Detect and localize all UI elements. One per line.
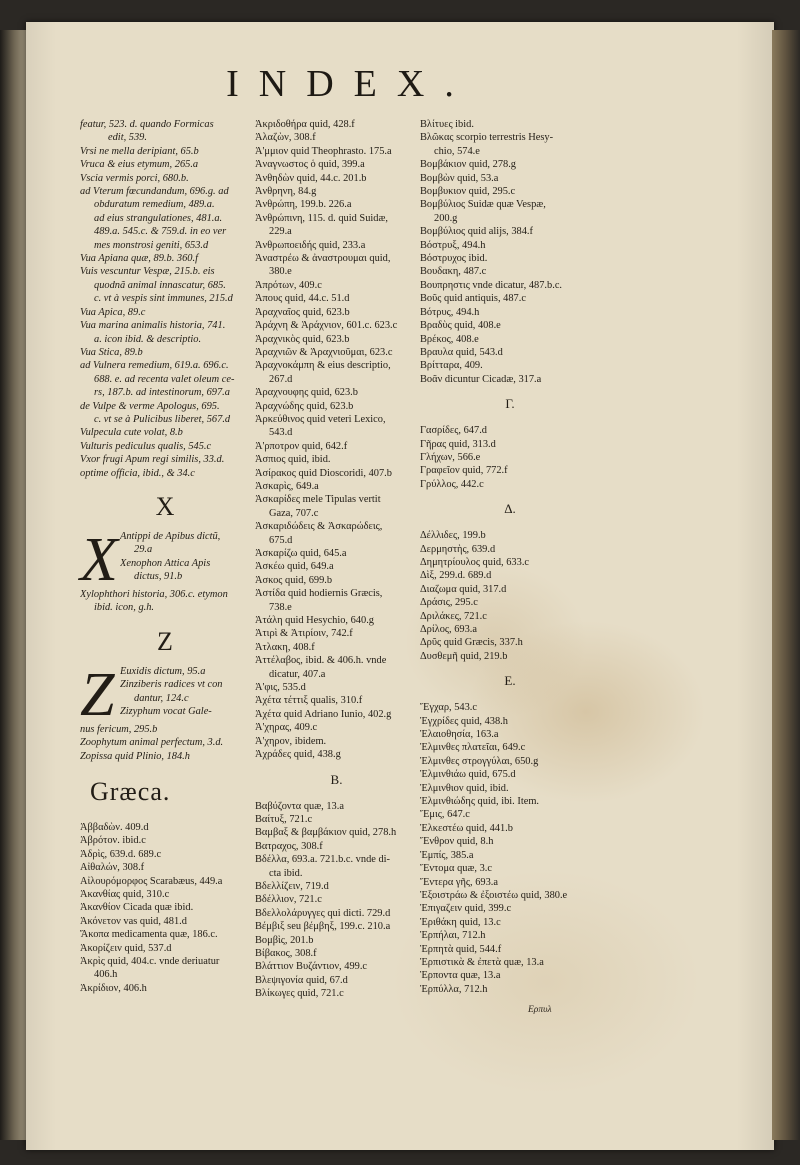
catchword: Ερπυλ <box>528 1005 552 1015</box>
index-entry: Ἀσκέω quid, 649.a <box>255 561 334 573</box>
index-entry: Ἀραχνοκάμπη & eius descriptio, <box>255 360 391 372</box>
greek-entries-delta <box>420 529 600 663</box>
index-entry: 29.a <box>134 544 153 556</box>
index-entry: Euxidis dictum, 95.a <box>120 665 206 677</box>
index-entry: obduratum remedium, 489.a. <box>94 199 215 211</box>
index-entry: Vua Stica, 89.b <box>80 346 143 358</box>
index-entry: Ἐλαιοθησία, 163.a <box>420 729 499 741</box>
index-entry: Vua Apica, 89.c <box>80 306 146 318</box>
index-entry: Zizyphum vocat Gale- <box>120 706 212 717</box>
index-entry: Ἀσπιος quid, ibid. <box>255 454 331 466</box>
index-entry: Vulturis pediculus qualis, 545.c <box>80 440 212 452</box>
index-entry: Βατραχος, 308.f <box>255 840 323 852</box>
index-entry: Ἐρπύλλα, 712.h <box>420 983 488 995</box>
index-entry: chio, 574.e <box>434 145 480 157</box>
index-entry: Βομβύλιος Suidæ quæ Vespæ, <box>420 199 546 211</box>
index-entry: Γλήχων, 566.e <box>420 451 481 463</box>
index-entry: ad Vterum fœcundandum, 696.g. ad <box>80 186 229 198</box>
index-entry: Ἀραχνουφης quid, 623.b <box>255 387 358 399</box>
index-entry: Ἀχέτα τέττιξ qualis, 310.f <box>255 695 363 707</box>
index-entry: Ἐμπίς, 385.a <box>420 849 474 861</box>
index-entry: Ἀνθηδὼν quid, 44.c. 201.b <box>255 172 367 184</box>
section-letter-beta: B. <box>330 771 343 787</box>
section-letter-z: Z <box>157 626 173 656</box>
section-letter-epsilon: E. <box>504 673 516 689</box>
index-entry: edit, 539. <box>108 132 147 144</box>
index-entry: Xenophon Attica Apis <box>120 557 211 569</box>
index-entry: Δερμηστὴς, 639.d <box>420 543 496 555</box>
index-entry: Ἀσκαρίζω quid, 645.a <box>255 548 347 559</box>
index-entry: 675.d <box>269 534 293 546</box>
index-entry: Ἀκορίζειν quid, 537.d <box>80 942 172 954</box>
greek-entries-beta-cont <box>420 118 600 386</box>
index-entry: Ἔνθρον quid, 8.h <box>420 836 494 848</box>
index-entry: Βομβὼν quid, 53.a <box>420 172 499 184</box>
index-entry: featur, 523. d. quando Formicas <box>80 119 214 130</box>
greek-entries-alpha <box>255 118 418 762</box>
index-entry: Ἀράχνη & Ἀράχνιον, 601.c. 623.c <box>255 320 398 332</box>
index-entry: Ἀνθρώπινη, 115. d. quid Suidæ, <box>255 212 389 224</box>
index-entry: ad Vulnera remedium, 619.a. 696.c. <box>80 360 229 372</box>
index-entry: optime officia, ibid., & 34.c <box>80 467 195 479</box>
index-entry: 543.d <box>269 427 293 439</box>
index-entry: Ἀδρὶς, 639.d. 689.c <box>80 848 162 860</box>
index-entry: rs, 187.b. ad intestinorum, 697.a <box>94 387 230 399</box>
index-entry: Gaza, 707.c <box>269 507 319 519</box>
index-entry: Βομβύλιος quid alijs, 384.f <box>420 226 533 238</box>
index-entry: Βραυλα quid, 543.d <box>420 346 503 358</box>
index-entry: Ἀτλακη, 408.f <box>255 641 315 653</box>
index-entry: Δυσθεμῆ quid, 219.b <box>420 650 508 662</box>
graeca-heading: Græca. <box>90 777 171 806</box>
index-entry: Ἀσκαριδώδεις & Ἀσκαρώδεις, <box>255 521 383 533</box>
dropcap-z: Z <box>80 660 115 729</box>
index-entry: Δημητρίουλος quid, 633.c <box>420 556 530 568</box>
index-entry: Ἀσκος quid, 699.b <box>255 574 333 586</box>
index-entry: Ἀραχναῖος quid, 623.b <box>255 306 350 318</box>
index-entry: Βομβὶς, 201.b <box>255 934 314 946</box>
index-entry: Antippi de Apibus dictũ, <box>120 530 221 542</box>
greek-entries-gamma <box>420 424 600 491</box>
index-entry: Βλίκωγες quid, 721.c <box>255 988 344 1000</box>
index-entry: Ἀκόνετον vas quid, 481.d <box>80 915 187 927</box>
index-column-3 <box>420 118 600 996</box>
index-entry: Ἐλμινθιώδης quid, ibi. Item. <box>420 796 540 808</box>
index-entry: Δρίλος, 693.a <box>420 624 478 635</box>
index-entry: Γῆρας quid, 313.d <box>420 438 496 450</box>
index-entry: Βομβάκιον quid, 278.g <box>420 159 516 171</box>
index-entry: de Vulpe & verme Apologus, 695. <box>80 400 220 412</box>
index-entry: c. vt à vespis sint immunes, 215.d <box>94 293 233 305</box>
index-entry: Βαβύζοντα quæ, 13.a <box>255 800 344 812</box>
index-entry: Zopissa quid Plinio, 184.h <box>80 750 190 762</box>
index-entry: Ἀκανθίον Cicada quæ ibid. <box>80 902 194 914</box>
index-entry: Βότρυς, 494.h <box>420 306 480 318</box>
index-entry: 489.a. 545.c. & 759.d. in eo ver <box>94 226 227 238</box>
index-entry: Ἀ'ρποτρον quid, 642.f <box>255 440 348 452</box>
index-entry: Βαμβαξ & βαμβάκιον quid, 278.h <box>255 827 397 839</box>
index-entry: Ἀνθρωποειδής quid, 233.a <box>255 239 366 251</box>
index-entry: Ἑρποντα quæ, 13.a <box>420 970 501 982</box>
section-letter-gamma: Γ. <box>505 396 515 412</box>
index-entry: Βλίτυες ibid. <box>420 119 474 130</box>
index-entry: Βουπρηστις vnde dicatur, 487.b.c. <box>420 279 563 291</box>
index-entry: Ἄκοπα medicamenta quæ, 186.c. <box>80 929 218 941</box>
index-entry: Vua Apiana quæ, 89.b. 360.f <box>80 253 198 265</box>
index-entry: Ἀναστρέω & ἀναστρουμαι quid, <box>255 253 391 265</box>
index-entry: c. vt se à Pulicibus liberet, 567.d <box>94 413 231 425</box>
index-entry: Δράσις, 295.c <box>420 597 478 609</box>
index-entry: 738.e <box>269 601 292 613</box>
index-entry: Ἀτάλη quid Hesychio, 640.g <box>255 615 374 627</box>
index-entry: Ἀχράδες quid, 438.g <box>255 749 341 761</box>
index-entry: 229.a <box>269 226 292 238</box>
index-entry: Ἀττέλαβος, ibid. & 406.h. vnde <box>255 655 387 667</box>
index-entry: 200.g <box>434 212 458 224</box>
index-entry: Δριλάκες, 721.c <box>420 610 487 622</box>
index-entry: 688. e. ad recenta valet oleum ce- <box>94 373 235 385</box>
index-entry: Ἀρκεύθινος quid veteri Lexico, <box>255 413 386 425</box>
index-entry: a. icon ibid. & descriptio. <box>94 333 202 345</box>
index-entry: Ἀπρότων, 409.c <box>255 279 322 291</box>
index-entry: Zinziberis radices vt con <box>120 679 223 691</box>
index-entry: 406.h <box>94 969 118 981</box>
index-entry: Ἀνθρηνη, 84.g <box>255 186 317 198</box>
index-entry: Vscia vermis porci, 680.b. <box>80 172 189 184</box>
index-entry: Vrsi ne mella deripiant, 65.b <box>80 145 199 157</box>
index-entry: Zoophytum animal perfectum, 3.d. <box>80 737 224 749</box>
x-entries <box>120 530 250 588</box>
x-entries-continued <box>80 588 250 615</box>
section-letter-x: X <box>155 491 175 521</box>
index-entry: Ἔγχαρ, 543.c <box>420 702 477 714</box>
index-entry: Ἀχέτα quid Adriano Iunio, 402.g <box>255 708 392 720</box>
index-entry: Ἀββαδὼν. 409.d <box>80 822 149 833</box>
index-entry: Βοῦς quid antiquis, 487.c <box>420 293 526 305</box>
index-entry: Ἔμις, 647.c <box>420 809 470 821</box>
index-entry: Ἀκρίδιον, 406.h <box>80 982 147 994</box>
index-entry: Βλεψιγονία quid, 67.d <box>255 974 348 986</box>
index-entry: quodnã animal innascatur, 685. <box>94 279 226 291</box>
index-entry: Διαζωμα quid, 317.d <box>420 583 507 595</box>
z-entries <box>120 665 250 723</box>
index-entry: Βουδακη, 487.c <box>420 266 487 278</box>
greek-entries-beta <box>255 800 418 1001</box>
index-entry: Ἀκριδοθήρα quid, 428.f <box>255 119 355 130</box>
index-entry: Ἀτιρὶ & Ἀτιρίοιν, 742.f <box>255 628 353 640</box>
index-entry: dantur, 124.c <box>134 692 189 704</box>
index-entry: Δρῦς quid Græcis, 337.h <box>420 637 523 649</box>
left-page-edge <box>0 30 28 1140</box>
index-entry: Βίβακος, 308.f <box>255 947 317 959</box>
index-entry: Αἰθαλών, 308.f <box>80 862 145 874</box>
index-entry: Βρίτταρα, 409. <box>420 360 483 372</box>
index-entry: Ἀσίρακος quid Dioscoridi, 407.b <box>255 467 392 479</box>
index-entry: Ἀραχνώδης quid, 623.b <box>255 400 354 412</box>
index-entry: Ἐλμινθιον quid, ibid. <box>420 782 509 794</box>
index-entry: Ἀσκαρίδες mele Tipulas vertit <box>255 494 381 506</box>
index-entry: Ἐρπήλαι, 712.h <box>420 930 486 942</box>
z-entries-continued <box>80 723 250 763</box>
index-entry: Ἀλαζὼν, 308.f <box>255 132 316 144</box>
index-entry: Βδελλίζειν, 719.d <box>255 880 329 892</box>
page-heading: INDEX. <box>226 63 474 105</box>
index-entry: Ἐλκεστέω quid, 441.b <box>420 822 513 834</box>
index-entry: Ἀβρότον. ibid.c <box>80 835 146 847</box>
index-entry: Ἀστίδα quid hodiernis Græcis, <box>255 588 383 600</box>
index-entry: nus fericum, 295.b <box>80 723 158 735</box>
index-entry: mes monstrosi geniti, 653.d <box>94 239 209 251</box>
index-entry: Βαίτυξ, 721.c <box>255 813 313 825</box>
index-entry: Ἀ'χηρας, 409.c <box>255 722 318 734</box>
index-entry: cta ibid. <box>269 867 303 879</box>
index-entry: Ἐξοιστράω & ἐξοιστέω quid, 380.e <box>420 889 568 901</box>
index-entry: 380.e <box>269 266 292 278</box>
index-entry: Vuis vescuntur Vespæ, 215.b. eis <box>80 266 215 278</box>
index-entry: Ἐλμινθες στρογγύλαι, 650.g <box>420 755 539 767</box>
index-entry: Αἰλουρόμορφος Scarabæus, 449.a <box>80 875 223 887</box>
index-entry: Δέλλιδες, 199.b <box>420 530 486 542</box>
index-entry: Ἀ'μμιον quid Theophrasto. 175.a <box>255 145 392 157</box>
index-entry: Βρέκος, 408.e <box>420 333 479 345</box>
greek-entries-alpha-start <box>80 821 250 995</box>
index-entry: Γασρίδες, 647.d <box>420 425 487 437</box>
index-entry: Βομβυκιον quid, 295.c <box>420 186 516 198</box>
index-column-1 <box>80 118 250 995</box>
index-entry: Δὶξ, 299.d. 689.d <box>420 570 492 582</box>
index-entry: Βδέλλιον, 721.c <box>255 894 322 906</box>
index-entry: Ἀπους quid, 44.c. 51.d <box>255 293 350 305</box>
index-entry: Ἀνθρώπη, 199.b. 226.a <box>255 199 352 211</box>
index-entry: ibid. icon, g.h. <box>94 602 155 614</box>
index-entry: Βέμβιξ seu βέμβηξ, 199.c. 210.a <box>255 921 391 933</box>
dropcap-x: X <box>80 525 118 594</box>
index-entry: Ἀ'χηρον, ibidem. <box>255 735 327 747</box>
index-entry: Ἀ'φις, 535.d <box>255 682 306 694</box>
index-entry: dicatur, 407.a <box>269 668 326 680</box>
index-entry: Vxor frugi Apum regi similis, 33.d. <box>80 454 225 466</box>
index-entry: Ἔντομα quæ, 3.c <box>420 863 492 875</box>
index-entry: Βοᾶν dicuntur Cicadæ, 317.a <box>420 373 542 385</box>
index-entry: 267.d <box>269 373 293 385</box>
index-entry: Ἀραχνιῶν & Ἀραχνιοῦμαι, 623.c <box>255 346 393 358</box>
index-entry: Ἀραχνικὸς quid, 623.b <box>255 333 350 345</box>
index-entry: Γρύλλος, 442.c <box>420 478 484 490</box>
greek-entries-epsilon <box>420 701 600 996</box>
right-page-edge <box>772 30 800 1140</box>
index-entry: Ἐρπιστικὰ & ἐπετὰ quæ, 13.a <box>420 956 544 968</box>
index-entry: Βδελλολάρυγγες qui dicti. 729.d <box>255 907 391 919</box>
index-entry: Vulpecula cute volat, 8.b <box>80 427 183 439</box>
index-entry: Ἐλμινθες πλατεῖαι, 649.c <box>420 742 526 754</box>
index-entry: Βλάττιον Βυζάντιον, 499.c <box>255 961 368 973</box>
index-entry: Ἐγχρίδες quid, 438.h <box>420 715 508 727</box>
index-entry: Ἀσκαρὶς, 649.a <box>255 480 319 492</box>
index-entry: Ἀκανθίας quid, 310.c <box>80 889 170 901</box>
index-entry: Ἐλμινθιάω quid, 675.d <box>420 769 516 781</box>
index-entry: Vua marina animalis historia, 741. <box>80 320 226 332</box>
index-entry: dictus, 91.b <box>134 571 183 583</box>
index-entry: Βραδὺς quid, 408.e <box>420 320 501 332</box>
index-entry: Βόστρυξ, 494.h <box>420 239 486 251</box>
index-entry: Ἑρπητὰ quid, 544.f <box>420 943 502 955</box>
index-entry: Βόστρυχος ibid. <box>420 253 488 265</box>
index-column-2 <box>255 118 418 1001</box>
index-entry: Γραφεῖον quid, 772.f <box>420 465 508 477</box>
index-entry: Vruca & eius etymum, 265.a <box>80 159 199 171</box>
index-entry: Ἔντερα γῆς, 693.a <box>420 876 498 888</box>
index-entry: ad eius strangulationes, 481.a. <box>94 212 223 224</box>
index-entry: Xylophthori historia, 306.c. etymon <box>80 588 228 600</box>
latin-entries-v <box>80 118 250 480</box>
index-entry: Ἀκρὶς quid, 404.c. vnde deriuatur <box>80 956 220 968</box>
section-letter-delta: Δ. <box>504 501 516 517</box>
index-entry: Ἐπιγαζειν quid, 399.c <box>420 903 512 915</box>
index-entry: Ἐριθάκη quid, 13.c <box>420 916 501 928</box>
index-entry: Ἀναγνωστος ὁ quid, 399.a <box>255 159 365 171</box>
index-entry: Βλῶκας scorpio terrestris Hesy- <box>420 132 554 144</box>
index-entry: Βδέλλα, 693.a. 721.b.c. vnde di- <box>255 854 391 866</box>
